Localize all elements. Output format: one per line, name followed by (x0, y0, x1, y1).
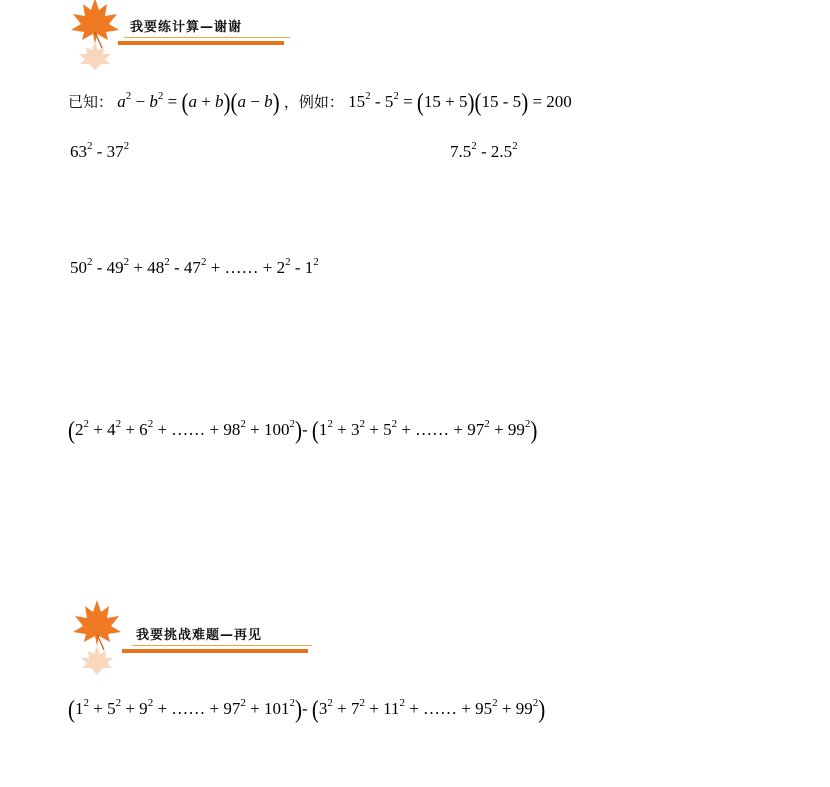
problem-3: $50^2 - 49^2 + 48^2 - 47^2$ + …… + $2^2 - 1^2$ (70, 256, 319, 277)
title-underline-thin (132, 645, 312, 646)
example-formula: $15^2 - 5^2 = (15 + 5)(15 - 5) = 200$ (348, 87, 572, 117)
section-title: 我要练计算—谢谢 (130, 20, 243, 35)
identity-formula: $a^2 - b^2 = (a + b)(a - b)$ (117, 87, 280, 117)
title-underline-thin (124, 37, 290, 38)
maple-leaf-icon (66, 0, 124, 72)
problem-2: $7.5^2 - 2.5^2$ (450, 140, 518, 161)
problem-1: $63^2 - 37^2$ (70, 140, 130, 161)
section-title: 我要挑战难题—再见 (136, 628, 263, 643)
section-header-practice (66, 0, 296, 72)
known-label: 已知： (68, 93, 114, 111)
known-identity (68, 87, 572, 117)
maple-leaf-icon (68, 598, 126, 678)
problem-5: ($1^2 + 5^2 + 9^2$ + …… + $97^2 + 101^2)-$ ($3^2 + 7^2 + 11^2$ + …… + $95^2 + 99^2$) (68, 694, 546, 724)
title-underline-thick (118, 41, 284, 45)
example-label: ，例如： (283, 93, 344, 111)
title-underline-thick (122, 649, 308, 653)
section-header-challenge (68, 598, 318, 678)
problem-4: ($2^2 + 4^2 + 6^2$ + …… + $98^2 + 100^2)-$ ($1^2 + 3^2 + 5^2$ + …… + $97^2 + 99^2$) (68, 415, 538, 445)
